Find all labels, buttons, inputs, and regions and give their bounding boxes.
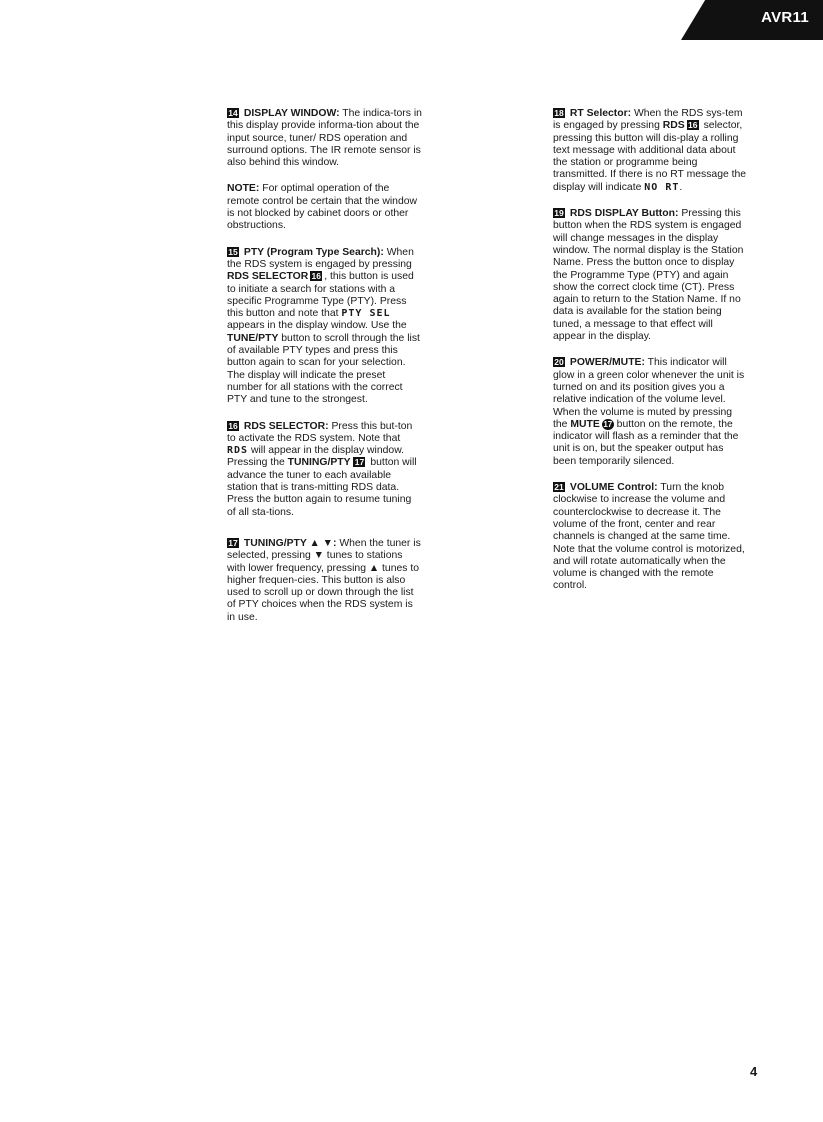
rt-section <box>553 108 748 194</box>
section-text: button to scroll through the list of available PTY types and press this button again to scan for your selection. The display will indicate the preset number for all stations with the correct PTY and tune to the strongest. <box>227 332 420 406</box>
callout-number: 17 <box>354 457 365 468</box>
section-title: RDS DISPLAY Button: <box>569 208 679 220</box>
section-title: TUNING/PTY ▲ ▼: <box>243 537 337 549</box>
note-section <box>227 183 422 232</box>
section-title: DISPLAY WINDOW: <box>243 108 340 119</box>
note-text: For optimal operation of the remote control be certain that the window is not blocked by cabinet doors or other obstructions. <box>227 183 418 232</box>
section-text: The indica-tors in this display provide informa-tion about the input source, tuner/ RDS operation and surround options. The IR remote sensor is also behind this window. <box>227 108 422 169</box>
section-text: button will advance the tuner to each available station that is trans-mitting RDS data. Press the button again to resume tuning of all sta-tions. <box>227 457 417 518</box>
control-name: RDS <box>662 120 685 132</box>
section-text: This indicator will glow in a green color whenever the unit is turned on and its position gives you a relative indication of the volume level. When the volume is muted by pressing the <box>553 357 745 430</box>
callout-number: 19 <box>554 208 564 219</box>
remote-callout-number: 17 <box>603 419 613 429</box>
callout-number: 16 <box>311 271 321 282</box>
callout-number: 14 <box>228 108 238 118</box>
display-window-section <box>227 108 422 169</box>
tuning-section <box>227 538 422 624</box>
control-name: MUTE <box>570 418 600 430</box>
callout-number: 21 <box>554 482 564 493</box>
note-title: NOTE: <box>227 183 260 195</box>
section-title: POWER/MUTE: <box>569 357 645 369</box>
section-text: When the RDS system is engaged by pressing <box>227 246 414 270</box>
callout-number: 20 <box>554 357 564 368</box>
section-text: , this button is used to initiate a search for stations with a specific Programme Type (PTY). Press this button and note that <box>227 271 414 320</box>
callout-number: 16 <box>687 120 698 131</box>
pty-section <box>227 247 422 407</box>
section-text: selector, pressing this button will dis-play a rolling text message with additional data about the station or programme being transmitted. If there is no RT message the display will indicate <box>553 120 747 193</box>
callout-number: 17 <box>228 537 238 548</box>
callout-number: 15 <box>228 246 238 257</box>
control-name: TUNE/PTY <box>227 332 279 344</box>
display-readout: RDS <box>227 445 249 457</box>
section-title: RT Selector: <box>569 108 632 119</box>
model-label: AVR11 <box>761 9 809 26</box>
control-name: TUNING/PTY <box>287 457 351 469</box>
left-column <box>227 108 422 638</box>
section-text: will appear in the display window. Pressing the <box>227 445 405 469</box>
display-readout: PTY SEL <box>341 308 391 320</box>
section-text: Pressing this button when the RDS system is engaged will change messages in the display window. The normal display is the Station Name. Press the button once to display the Programme Type (PTY) and again show the correct clock time (CT). Press again to return to the Station Name. If no data is available for the station being tuned, a message to that effect will appear in the display. <box>553 208 744 343</box>
section-text: When the RDS sys-tem is engaged by pressing <box>553 108 743 132</box>
section-text: When the tuner is selected, pressing ▼ tunes to stations with lower frequency, pressing ▲ tunes to higher frequen-cies. This button is also used to scroll up or down through the list of PTY choices when the RDS system is in use. <box>227 537 421 623</box>
display-readout: NO RT <box>644 181 680 193</box>
section-text: appears in the display window. Use the <box>227 320 407 332</box>
section-title: VOLUME Control: <box>569 482 658 494</box>
page-number: 4 <box>750 1064 758 1079</box>
section-text: Press this but-ton to activate the RDS system. Note that <box>227 420 413 444</box>
section-text: . <box>679 181 683 193</box>
control-name: RDS SELECTOR <box>227 271 309 283</box>
rds-display-section <box>553 208 748 343</box>
section-title: RDS SELECTOR: <box>243 420 329 432</box>
callout-number: 18 <box>554 108 564 118</box>
volume-section <box>553 482 748 593</box>
right-column <box>553 108 748 607</box>
section-text: button on the remote, the indicator will flash as a reminder that the unit is on, but the speaker output has been temporarily silenced. <box>553 418 739 467</box>
section-text: Turn the knob clockwise to increase the volume and counterclockwise to decrease it. The volume of the front, center and rear channels is changed at the same time. Note that the volume control is motorized, and will rotate automatically when the volume is changed with the remote control. <box>553 482 745 592</box>
section-title: PTY (Program Type Search): <box>243 246 384 258</box>
callout-number: 16 <box>228 420 238 431</box>
power-section <box>553 357 748 468</box>
rds-selector-section <box>227 421 422 519</box>
